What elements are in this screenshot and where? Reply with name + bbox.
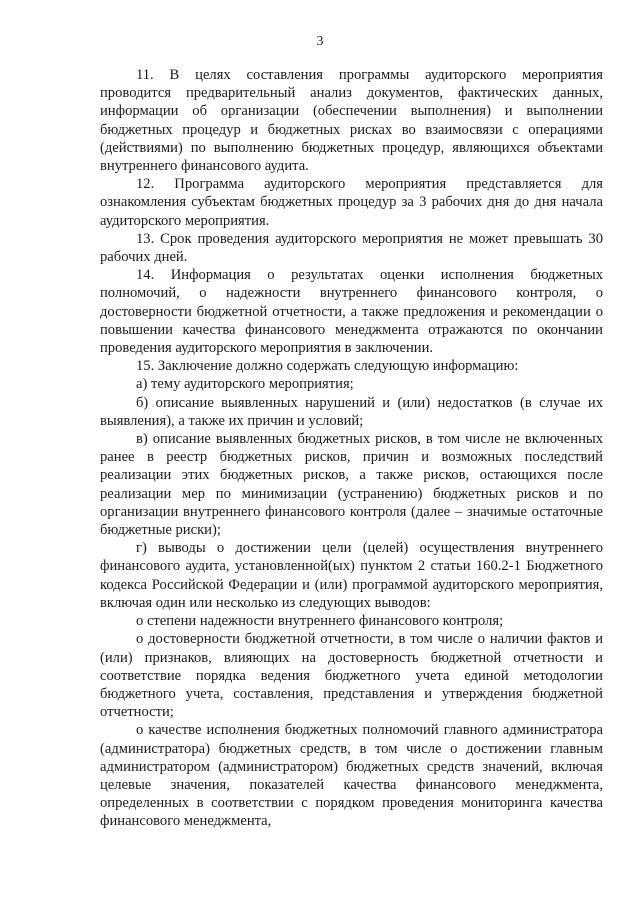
page-number: 3 [316,34,324,49]
paragraph-13-duration: 13. Срок проведения аудиторского мероприятия не может превышать 30 рабочих дней. [100,230,603,266]
document-body [100,66,603,831]
list-item-g-conclusions: г) выводы о достижении цели (целей) осуществления внутреннего финансового аудита, установленной(ых) пунктом 2 статьи 160.2-1 Бюджетного кодекса Российской Федерации и (или) программой аудиторского мероприятия, включая один или несколько из следующих выводов: [100,540,603,611]
list-item-a-topic: а) тему аудиторского мероприятия; [136,376,354,393]
list-item-b-violations: б) описание выявленных нарушений и (или) недостатков (в случае их выявления), а также их причин и условий; [100,394,603,429]
paragraph-12-program-presentation: 12. Программа аудиторского мероприятия представляется для ознакомления субъектам бюджетных процедур за 3 рабочих дня до дня начала аудиторского мероприятия. [100,176,603,229]
paragraph-14-results-information: 14. Информация о результатах оценки исполнения бюджетных полномочий, о надежности внутреннего финансового контроля, о достоверности бюджетной отчетности, а также предложения и рекомендации о повышении качества финансового менеджмента отражаются по окончании проведения аудиторского мероприятия в заключении. [100,267,603,357]
paragraph-11-preliminary-analysis: 11. В целях составления программы аудиторского мероприятия проводится предварительный анализ документов, фактических данных, информации об организации (обеспечении выполнения) и выполнении бюджетных процедур и бюджетных рисках во взаимосвязи с операциями (действиями) по выполнению бюджетных процедур, являющихся объектами внутреннего финансового аудита. [100,67,603,175]
conclusion-reporting-accuracy: о достоверности бюджетной отчетности, в том числе о наличии фактов и (или) признаков, влияющих на достоверность бюджетной отчетности и соответствие порядка ведения бюджетного учета единой методологии бюджетного учета, составления, представления и утверждения бюджетной отчетности; [100,631,603,721]
list-item-v-risks: в) описание выявленных бюджетных рисков, в том числе не включенных ранее в реестр бюджетных рисков, причин и возможных последствий реализации этих бюджетных рисков, а также рисков, остающихся после реализации мер по минимизации (устранению) бюджетных рисков и по организации внутреннего финансового контроля (далее – значимые остаточные бюджетные риски); [100,431,603,539]
paragraph-15-conclusion-contents: 15. Заключение должно содержать следующую информацию: [136,358,519,375]
conclusion-reliability: о степени надежности внутреннего финансового контроля; [136,613,504,630]
conclusion-budget-powers-quality: о качестве исполнения бюджетных полномочий главного администратора (администратора) бюджетных средств, в том числе о достижении главным администратором (администратором) бюджетных средств значений, включая целевые значения, показателей качества финансового менеджмента, определенных в соответствии с порядком проведения мониторинга качества финансового менеджмента, [100,722,603,830]
